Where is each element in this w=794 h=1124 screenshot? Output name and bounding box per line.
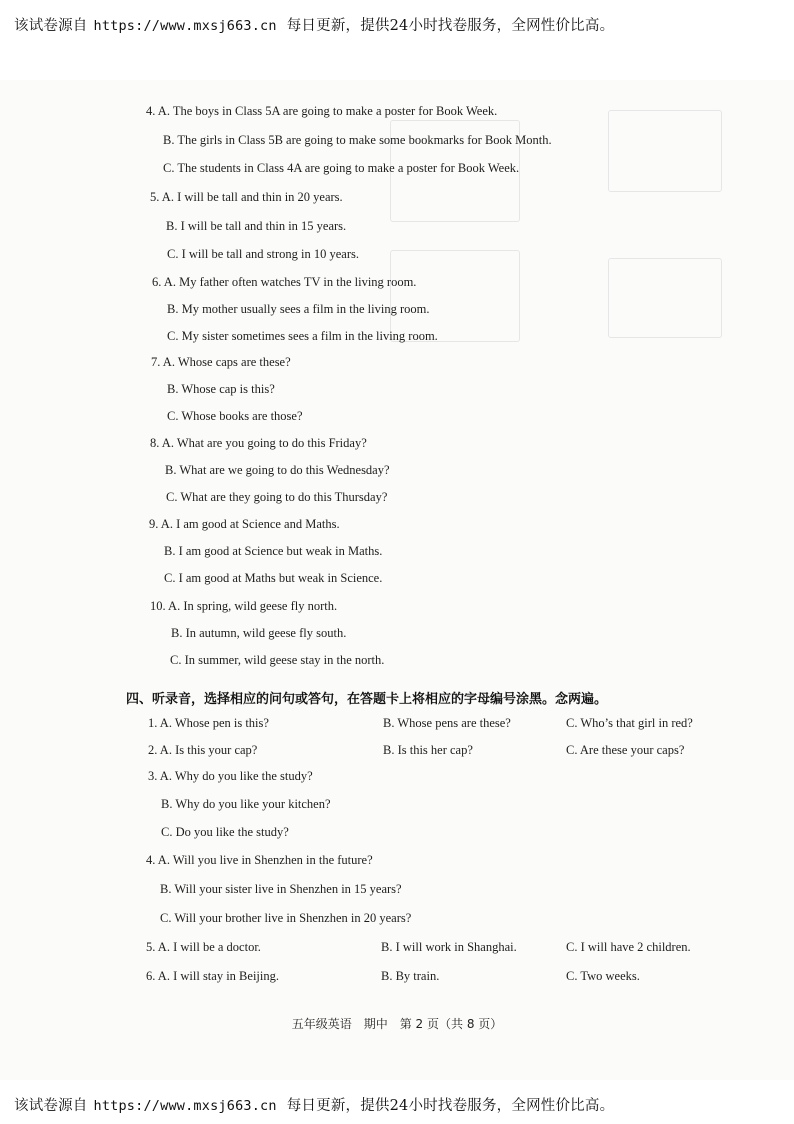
item-4-option-a: 4. A. The boys in Class 5A are going to make a poster for Book Week. bbox=[146, 104, 498, 118]
exam-page bbox=[0, 80, 794, 1080]
item-4-option-b: B. The girls in Class 5B are going to make some bookmarks for Book Month. bbox=[163, 133, 552, 147]
q6-option-c: C. Two weeks. bbox=[566, 969, 640, 983]
item-8-option-c: C. What are they going to do this Thursday? bbox=[166, 490, 388, 504]
q3-option-b: B. Why do you like your kitchen? bbox=[161, 797, 331, 811]
q4-option-c: C. Will your brother live in Shenzhen in 20 years? bbox=[160, 911, 412, 925]
item-9-option-a: 9. A. I am good at Science and Maths. bbox=[149, 517, 340, 531]
item-5-option-a: 5. A. I will be tall and thin in 20 years. bbox=[150, 190, 343, 204]
part-4-heading: 四、听录音，选择相应的问句或答句，在答题卡上将相应的字母编号涂黑。念两遍。 bbox=[126, 692, 608, 707]
banner-tagline: 每日更新，提供24小时找卷服务，全网性价比高。 bbox=[286, 18, 615, 34]
q1-option-b: B. Whose pens are these? bbox=[383, 716, 511, 730]
banner-source: 该试卷源自 bbox=[14, 1098, 88, 1114]
top-source-banner bbox=[14, 14, 614, 35]
item-5-option-c: C. I will be tall and strong in 10 years. bbox=[167, 247, 359, 261]
item-7-option-a: 7. A. Whose caps are these? bbox=[151, 355, 291, 369]
q3-option-c: C. Do you like the study? bbox=[161, 825, 289, 839]
page-footer: 五年级英语 期中 第 2 页（共 8 页） bbox=[291, 1017, 503, 1031]
item-4-option-c: C. The students in Class 4A are going to make a poster for Book Week. bbox=[163, 161, 520, 175]
item-6-option-a: 6. A. My father often watches TV in the living room. bbox=[152, 275, 417, 289]
banner-tagline: 每日更新，提供24小时找卷服务，全网性价比高。 bbox=[286, 1098, 615, 1114]
q2-option-c: C. Are these your caps? bbox=[566, 743, 685, 757]
item-10-option-a: 10. A. In spring, wild geese fly north. bbox=[150, 599, 338, 613]
item-8-option-b: B. What are we going to do this Wednesday? bbox=[165, 463, 390, 477]
q4-option-a: 4. A. Will you live in Shenzhen in the future? bbox=[146, 853, 373, 867]
q6-option-b: B. By train. bbox=[381, 969, 440, 983]
q2-option-b: B. Is this her cap? bbox=[383, 743, 473, 757]
item-7-option-b: B. Whose cap is this? bbox=[167, 382, 275, 396]
q5-option-a: 5. A. I will be a doctor. bbox=[146, 940, 261, 954]
q5-option-b: B. I will work in Shanghai. bbox=[381, 940, 517, 954]
item-10-option-b: B. In autumn, wild geese fly south. bbox=[171, 626, 347, 640]
banner-url[interactable]: https://www.mxsj663.cn bbox=[93, 1098, 277, 1114]
bottom-source-banner bbox=[14, 1094, 614, 1115]
q2-option-a: 2. A. Is this your cap? bbox=[148, 743, 258, 757]
item-9-option-c: C. I am good at Maths but weak in Science. bbox=[164, 571, 383, 585]
q1-option-a: 1. A. Whose pen is this? bbox=[148, 716, 269, 730]
q1-option-c: C. Who’s that girl in red? bbox=[566, 716, 693, 730]
item-10-option-c: C. In summer, wild geese stay in the north. bbox=[170, 653, 385, 667]
item-9-option-b: B. I am good at Science but weak in Maths. bbox=[164, 544, 383, 558]
q5-option-c: C. I will have 2 children. bbox=[566, 940, 691, 954]
q6-option-a: 6. A. I will stay in Beijing. bbox=[146, 969, 279, 983]
q4-option-b: B. Will your sister live in Shenzhen in 15 years? bbox=[160, 882, 402, 896]
item-8-option-a: 8. A. What are you going to do this Friday? bbox=[150, 436, 367, 450]
item-5-option-b: B. I will be tall and thin in 15 years. bbox=[166, 219, 347, 233]
item-7-option-c: C. Whose books are those? bbox=[167, 409, 303, 423]
q3-option-a: 3. A. Why do you like the study? bbox=[148, 769, 313, 783]
banner-url[interactable]: https://www.mxsj663.cn bbox=[93, 18, 277, 34]
bleed-through-box bbox=[608, 110, 722, 192]
bleed-through-box bbox=[608, 258, 722, 338]
banner-source: 该试卷源自 bbox=[14, 18, 88, 34]
item-6-option-b: B. My mother usually sees a film in the living room. bbox=[167, 302, 430, 316]
item-6-option-c: C. My sister sometimes sees a film in the living room. bbox=[167, 329, 438, 343]
